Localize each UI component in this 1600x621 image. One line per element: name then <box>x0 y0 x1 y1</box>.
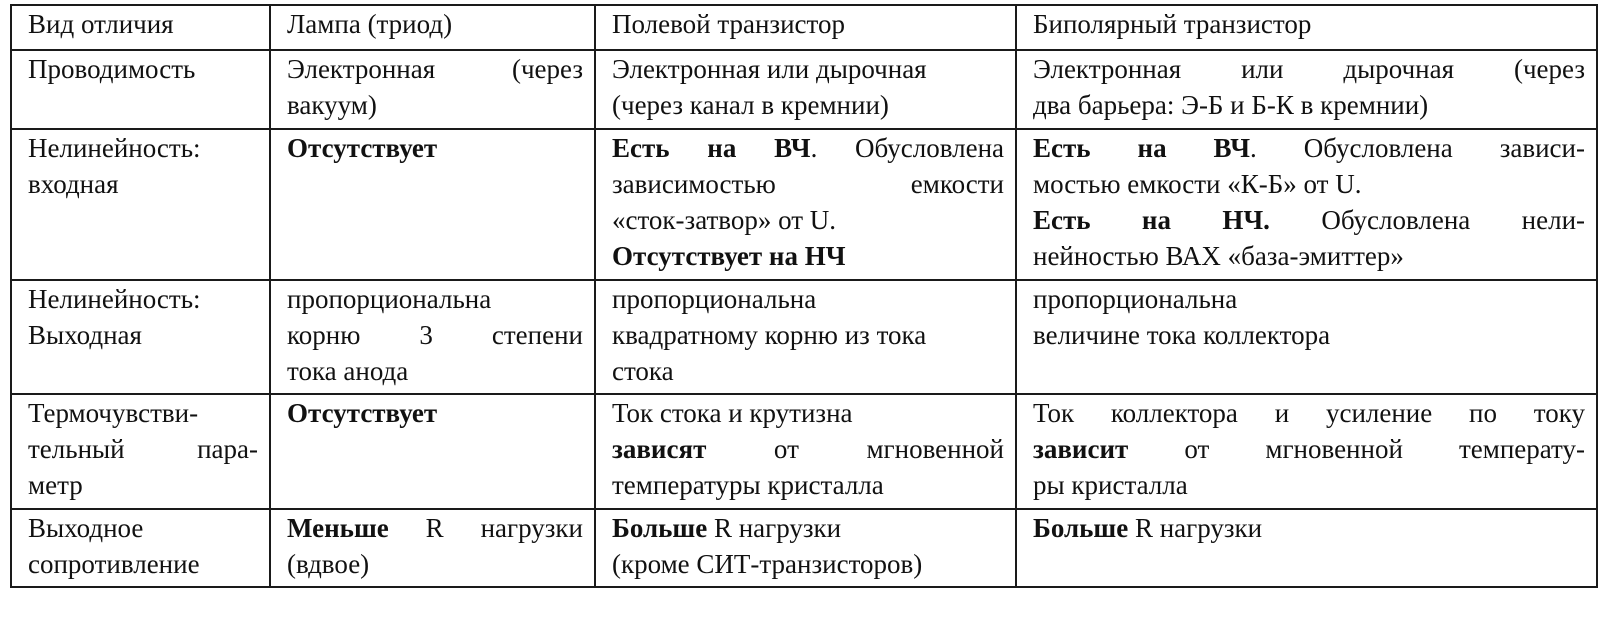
output-nonlinearity-fet-line3: стока <box>612 356 674 386</box>
output-nonlinearity-fet-line1: пропорциональна <box>612 284 817 314</box>
thermal-fet-bold: зависят <box>612 434 707 464</box>
conductivity-bjt-line2: два барьера: Э-Б и Б-К в кремнии) <box>1033 90 1429 120</box>
thermal-bjt-line2-rest: от мгновенной температу- <box>1128 434 1585 464</box>
output-nonlinearity-name <box>11 280 270 394</box>
input-nonlinearity-fet-bold2: Отсутствует на НЧ <box>612 241 846 271</box>
output-resistance-name-line1: Выходное <box>28 513 144 543</box>
conductivity-lamp-line2: вакуум) <box>287 90 377 120</box>
input-nonlinearity-bjt-line3 <box>1033 202 1585 238</box>
output-resistance-lamp-line2: (вдвое) <box>287 549 370 579</box>
input-nonlinearity-fet-bold1: Есть на ВЧ <box>612 133 811 163</box>
thermal-bjt <box>1016 394 1597 509</box>
input-nonlinearity-bjt-line1 <box>1033 130 1585 166</box>
conductivity-fet <box>595 50 1016 129</box>
input-nonlinearity-bjt-line2: мостью емкости «К-Б» от U. <box>1033 169 1362 199</box>
thermal-bjt-line1: Ток коллектора и усиление по току <box>1033 398 1585 428</box>
output-resistance-bjt <box>1016 509 1597 587</box>
input-nonlinearity-bjt-bold1: Есть на ВЧ <box>1033 133 1251 163</box>
output-resistance-lamp-rest: R нагрузки <box>388 513 583 543</box>
thermal-fet-line3: температуры кристалла <box>612 470 884 500</box>
input-nonlinearity-bjt-line4: нейностью ВАХ «база-эмиттер» <box>1033 241 1404 271</box>
input-nonlinearity-fet-line1-rest: . Обусловлена <box>810 133 1005 163</box>
input-nonlinearity-fet <box>595 129 1016 280</box>
thermal-bjt-bold: зависит <box>1033 434 1129 464</box>
input-nonlinearity-fet-line1 <box>612 130 1004 166</box>
output-nonlinearity-lamp-line3: тока анода <box>287 356 409 386</box>
header-row <box>11 5 1597 50</box>
output-nonlinearity-name-line2: Выходная <box>28 320 142 350</box>
output-resistance-bjt-bold: Больше <box>1033 513 1129 543</box>
output-nonlinearity-lamp <box>270 280 595 394</box>
comparison-table <box>10 4 1598 588</box>
output-resistance-name <box>11 509 270 587</box>
thermal-bjt-line2 <box>1033 431 1585 467</box>
input-nonlinearity-lamp <box>270 129 595 280</box>
thermal-bjt-line3: ры кристалла <box>1033 470 1188 500</box>
conductivity-lamp-line1: Электронная (через <box>287 54 583 84</box>
output-resistance-fet-rest: R нагрузки <box>707 513 842 543</box>
row-output-resistance <box>11 509 1597 587</box>
thermal-fet-line2 <box>612 431 1004 467</box>
output-resistance-fet <box>595 509 1016 587</box>
output-resistance-name-line2: сопротивление <box>28 549 200 579</box>
thermal-fet <box>595 394 1016 509</box>
output-nonlinearity-bjt <box>1016 280 1597 394</box>
input-nonlinearity-bjt-line1-rest: . Обусловлена зависи- <box>1250 133 1585 163</box>
input-nonlinearity-bjt <box>1016 129 1597 280</box>
thermal-name-line3: метр <box>28 470 83 500</box>
input-nonlinearity-name-line1: Нелинейность: <box>28 133 201 163</box>
conductivity-fet-line2: (через канал в кремнии) <box>612 90 889 120</box>
thermal-lamp-text: Отсутствует <box>287 398 438 428</box>
input-nonlinearity-fet-line2: зависимостью емкости <box>612 169 1004 199</box>
output-resistance-lamp <box>270 509 595 587</box>
header-lamp: Лампа (триод) <box>270 5 595 50</box>
output-resistance-lamp-bold: Меньше <box>287 513 389 543</box>
input-nonlinearity-lamp-text: Отсутствует <box>287 133 438 163</box>
output-nonlinearity-bjt-line1: пропорциональна <box>1033 284 1238 314</box>
conductivity-fet-line1: Электронная или дырочная <box>612 54 927 84</box>
thermal-name-line2: тельный пара- <box>28 434 258 464</box>
output-resistance-lamp-line1 <box>287 510 583 546</box>
conductivity-bjt <box>1016 50 1597 129</box>
output-resistance-fet-line1 <box>612 510 1004 546</box>
output-nonlinearity-lamp-line1: пропорциональна <box>287 284 492 314</box>
input-nonlinearity-bjt-bold2: Есть на НЧ. <box>1033 205 1270 235</box>
row-input-nonlinearity <box>11 129 1597 280</box>
input-nonlinearity-fet-line3: «сток-затвор» от U. <box>612 205 837 235</box>
output-nonlinearity-fet <box>595 280 1016 394</box>
row-conductivity <box>11 50 1597 129</box>
row-output-nonlinearity <box>11 280 1597 394</box>
output-nonlinearity-bjt-line2: величине тока коллектора <box>1033 320 1331 350</box>
input-nonlinearity-bjt-line3-rest: Обусловлена нели- <box>1269 205 1586 235</box>
thermal-name-line1: Термочувстви- <box>28 398 199 428</box>
conductivity-lamp <box>270 50 595 129</box>
output-nonlinearity-fet-line2: квадратному корню из тока <box>612 320 927 350</box>
input-nonlinearity-name <box>11 129 270 280</box>
conductivity-name: Проводимость <box>11 50 270 129</box>
header-bjt: Биполярный транзистор <box>1016 5 1597 50</box>
input-nonlinearity-name-line2: входная <box>28 169 119 199</box>
header-kind: Вид отличия <box>11 5 270 50</box>
output-resistance-fet-line2: (кроме СИТ-транзисторов) <box>612 549 923 579</box>
thermal-fet-line2-rest: от мгновенной <box>706 434 1004 464</box>
output-resistance-bjt-rest: R нагрузки <box>1128 513 1263 543</box>
thermal-name <box>11 394 270 509</box>
thermal-fet-line1: Ток стока и крутизна <box>612 398 853 428</box>
row-thermal <box>11 394 1597 509</box>
header-fet: Полевой транзистор <box>595 5 1016 50</box>
output-resistance-fet-bold: Больше <box>612 513 708 543</box>
conductivity-bjt-line1: Электронная или дырочная (через <box>1033 54 1585 84</box>
output-nonlinearity-name-line1: Нелинейность: <box>28 284 201 314</box>
output-nonlinearity-lamp-line2: корню 3 степени <box>287 320 583 350</box>
thermal-lamp <box>270 394 595 509</box>
